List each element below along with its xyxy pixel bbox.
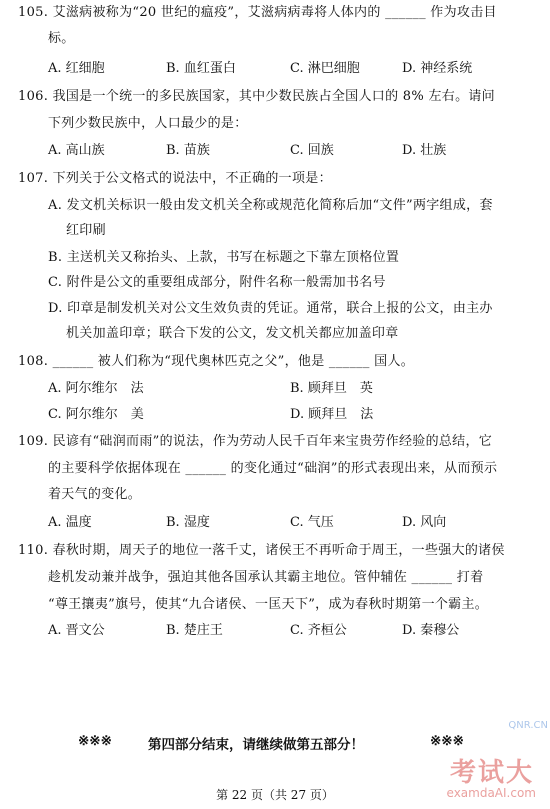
- q105-stem-line2: 标。: [48, 31, 75, 46]
- q106-option-b: B. 苗族: [166, 143, 210, 158]
- q108-stem: 108. ______ 被人们称为“现代奥林匹克之父”，他是 ______ 国人。: [18, 354, 415, 369]
- q106-option-a: A. 高山族: [48, 143, 105, 158]
- q105-option-c: C. 淋巴细胞: [290, 61, 360, 76]
- q107-option-d-line2: 机关加盖印章；联合下发的公文，发文机关都应加盖印章: [66, 326, 399, 341]
- q107-option-c: C. 附件是公文的重要组成部分，附件名称一般需加书名号: [48, 275, 386, 290]
- q107-option-a-line1: A. 发文机关标识一般由发文机关全称或规范化简称后加“文件”两字组成，套: [48, 198, 493, 213]
- q110-stem-line1: 110. 春秋时期，周天子的地位一落千丈，诸侯王不再听命于周王，一些强大的诸侯: [18, 543, 505, 558]
- q106-stem-line2: 下列少数民族中，人口最少的是：: [48, 116, 248, 131]
- q106-stem-line1: 106. 我国是一个统一的多民族国家，其中少数民族占全国人口的 8% 左右。请问: [18, 89, 495, 104]
- q108-option-d: D. 顾拜旦 法: [290, 407, 374, 422]
- q105-option-b: B. 血红蛋白: [166, 61, 236, 76]
- page-number-footer: 第 22 页（共 27 页）: [216, 788, 334, 802]
- q105-stem-line1: 105. 艾滋病被称为“20 世纪的瘟疫”，艾滋病病毒将人体内的 ______ 作为攻击目: [18, 5, 497, 20]
- q110-option-a: A. 晋文公: [48, 623, 105, 638]
- q107-stem: 107. 下列关于公文格式的说法中，不正确的一项是：: [18, 171, 332, 186]
- section-end-text: 第四部分结束，请继续做第五部分！: [148, 737, 364, 753]
- q106-option-d: D. 壮族: [402, 143, 447, 158]
- watermark-side-text: QNR.CN: [508, 720, 548, 731]
- q109-stem-line2: 的主要科学依据体现在 ______ 的变化通过“础润”的形式表现出来，从而预示: [48, 461, 498, 476]
- q109-option-d: D. 风向: [402, 515, 447, 530]
- section-end-marks-left: ※※※: [78, 733, 112, 749]
- watermark-url-text: examdaAI.com: [446, 786, 536, 800]
- section-end-marks-right: ※※※: [430, 733, 464, 749]
- q109-option-c: C. 气压: [290, 515, 334, 530]
- q107-option-d-line1: D. 印章是制发机关对公文生效负责的凭证。通常，联合上报的公文，由主办: [48, 301, 493, 316]
- q110-option-c: C. 齐桓公: [290, 623, 347, 638]
- q110-option-d: D. 秦穆公: [402, 623, 460, 638]
- q108-option-b: B. 顾拜旦 英: [290, 381, 373, 396]
- q110-stem-line2: 趁机发动兼并战争，强迫其他各国承认其霸主地位。管仲辅佐 ______ 打着: [48, 570, 484, 585]
- q106-option-c: C. 回族: [290, 143, 334, 158]
- q110-stem-line3: “尊王攘夷”旗号，使其“九合诸侯、一匡天下”，成为春秋时期第一个霸主。: [48, 597, 489, 612]
- q105-option-a: A. 红细胞: [48, 61, 105, 76]
- q107-option-b: B. 主送机关又称抬头、上款，书写在标题之下靠左顶格位置: [48, 250, 400, 265]
- q107-option-a-line2: 红印刷: [66, 223, 106, 238]
- watermark-main-text: 考试大: [449, 758, 534, 788]
- q108-option-a: A. 阿尔维尔 法: [48, 381, 144, 396]
- q108-option-c: C. 阿尔维尔 美: [48, 407, 144, 422]
- q109-option-b: B. 湿度: [166, 515, 210, 530]
- q110-option-b: B. 楚庄王: [166, 623, 223, 638]
- q109-option-a: A. 温度: [48, 515, 92, 530]
- q109-stem-line1: 109. 民谚有“础润而雨”的说法，作为劳动人民千百年来宝贵劳作经验的总结，它: [18, 434, 493, 449]
- q105-option-d: D. 神经系统: [402, 61, 473, 76]
- watermark-logo: [402, 752, 542, 806]
- q109-stem-line3: 着天气的变化。: [48, 487, 142, 502]
